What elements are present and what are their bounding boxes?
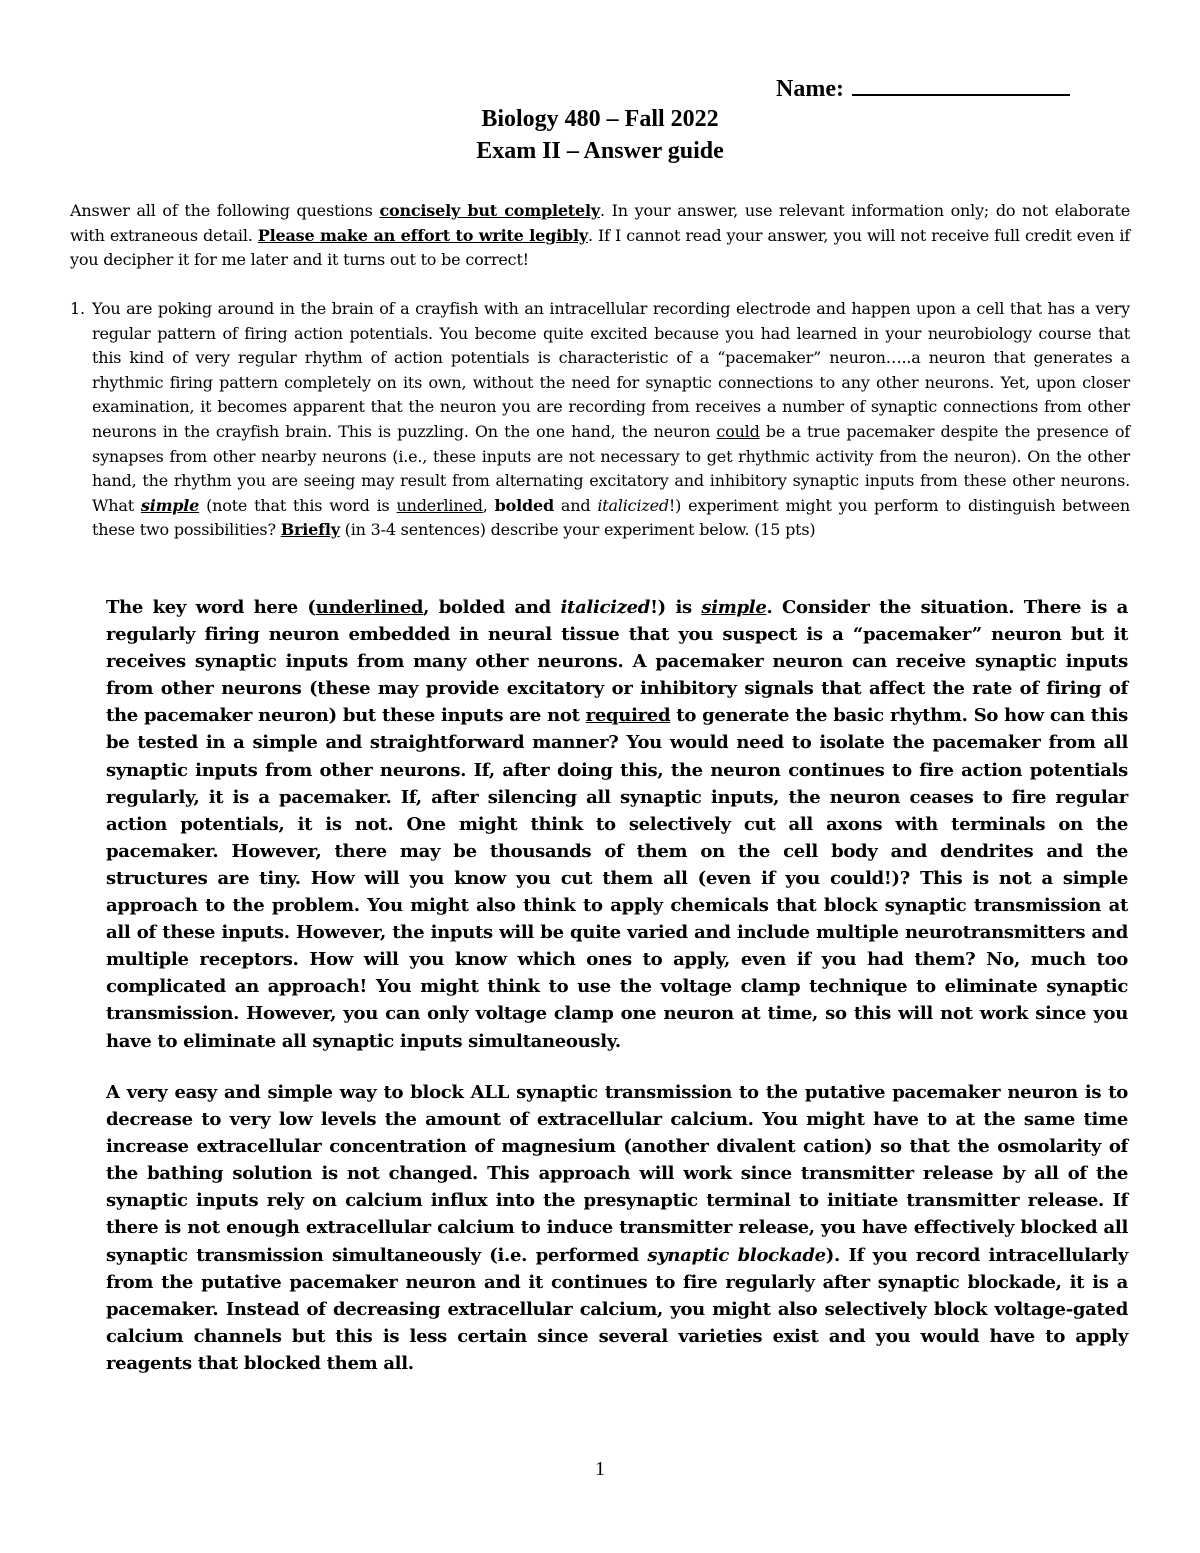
answer-word-italicized: italicized <box>560 597 651 618</box>
name-blank-line <box>852 74 1070 96</box>
answer-word-required: required <box>585 705 671 727</box>
instructions-emphasis-concise: concisely but completely <box>379 201 600 220</box>
answer-text-segment: to generate the basic rhythm. So how can this be tested in a simple and straightforward manner? You would need to isolate the pacemaker from all synaptic inputs from other neurons. If, after doing this, the neuron continues to fire action potentials regularly, it is a pacemaker. If, after silencing all synaptic inputs, the neuron ceases to fire regular action potentials, it is not. One might think to selectively cut all axons with terminals on the pacemaker. However, there may be thousands of them on the cell body and dendrites and the structures are tiny. How will you know you cut them all (even if you could!)? This is not a simple approach to the problem. You might also think to apply chemicals that block synaptic transmission at all of these inputs. However, the inputs will be quite varied and include multiple neurotransmitters and multiple receptors. How will you know which ones to apply, even if you had them? No, much too complicated an approach! You might think to use the voltage clamp technique to eliminate synaptic transmission. However, you can only voltage clamp one neuron at time, so this will not work since you have to eliminate all synaptic inputs simultaneously. <box>106 705 1128 1052</box>
answer-text-segment: A very easy and simple way to block ALL synaptic transmission to the putative pacemaker neuron is to decrease to very low levels the amount of extracellular calcium. You might have to at the same time increase extracellular concentration of magnesium (another divalent cation) so that the osmolarity of the bathing solution is not changed. This approach will work since transmitter release by all of the synaptic inputs rely on calcium influx into the presynaptic terminal to initiate transmitter release. If there is not enough extracellular calcium to induce transmitter release, you have effectively blocked all synaptic transmission simultaneously (i.e. performed <box>106 1082 1128 1266</box>
answer-term-synaptic-blockade: synaptic blockade <box>647 1244 826 1266</box>
question-1 <box>70 297 1130 543</box>
name-field <box>776 74 1070 103</box>
answer-text-segment: , bolded and <box>423 597 561 618</box>
name-label: Name: <box>776 76 844 102</box>
answer-text-segment: . Consider the situation. There is a regularly firing neuron embedded in neural tissue that you suspect is a “pacemaker” neuron but it receives synaptic inputs from many other neurons. A pacemaker neuron can receive synaptic inputs from other neurons (these may provide excitatory or inhibitory signals that affect the rate of firing of the pacemaker neuron) but these inputs are not <box>106 597 1128 727</box>
question-number: 1. <box>70 299 85 318</box>
instructions-text: Answer all of the following questions <box>70 201 380 220</box>
answer-text-segment: ). If you record intracellularly from the putative pacemaker neuron and it continues to fire regularly after synaptic blockade, it is a pacemaker. Instead of decreasing extracellular calcium, you might also selectively block voltage-gated calcium channels but this is less certain since several varieties exist and you would have to apply reagents that blocked them all. <box>106 1244 1128 1374</box>
answer-keyword-simple: simple <box>701 597 767 618</box>
instructions-emphasis-legibly: Please make an effort to write legibly <box>257 225 588 245</box>
question-text-segment: !) experiment might you perform to distinguish between these two possibilities? <box>92 495 1130 540</box>
instructions-text: . In your answer, use relevant information only; do not elaborate with extraneous detail. <box>70 201 1130 245</box>
instructions-text: . If I cannot read your answer, you will not receive full credit even if you decipher it for me later and it turns out to be correct! <box>70 225 1131 269</box>
question-text <box>92 297 1130 543</box>
course-title: Biology 480 – Fall 2022 <box>481 106 719 132</box>
instructions-paragraph <box>70 199 1130 273</box>
answer-text-segment: The key word here ( <box>106 597 316 618</box>
question-keyword-simple: simple <box>140 495 200 515</box>
page-number: 1 <box>595 1458 605 1480</box>
question-underlined-could: could <box>716 421 760 441</box>
question-text-segment: You are poking around in the brain of a crayfish with an intracellular recording electrode and happen upon a cell that has a very regular pattern of firing action potentials. You become quite excited because you had learned in your neurobiology course that this kind of very regular rhythm of action potentials is characteristic of a “pacemaker” neuron…..a neuron that generates a rhythmic firing pattern completely on its own, without the need for synaptic connections to any other neurons. Yet, upon closer examination, it becomes apparent that the neuron you are recording from receives a number of synaptic connections from other neurons in the crayfish brain. This is puzzling. On the one hand, the neuron <box>92 299 1130 441</box>
answer-paragraph-1 <box>106 594 1128 1055</box>
question-text-segment: (in 3-4 sentences) describe your experiment below. (15 pts) <box>339 520 816 540</box>
answer-text-segment: !) is <box>650 597 702 618</box>
question-text-segment: (note that this word is <box>199 495 397 515</box>
question-word-briefly: Briefly <box>280 520 340 540</box>
question-text-segment: , <box>482 495 495 515</box>
question-word-underlined: underlined <box>396 495 483 515</box>
question-text-segment: be a true pacemaker despite the presence of synapses from other nearby neurons (i.e., these inputs are not necessary to get rhythmic activity from the neuron). On the other hand, the rhythm you are seeing may result from alternating excitatory and inhibitory synaptic inputs from these other neurons. What <box>92 421 1130 515</box>
exam-title: Exam II – Answer guide <box>476 138 724 164</box>
question-word-italicized: italicized <box>597 495 669 515</box>
answer-paragraph-2 <box>106 1079 1128 1377</box>
answer-word-underlined: underlined <box>315 597 424 618</box>
question-word-bolded: bolded <box>494 495 554 515</box>
question-text-segment: and <box>553 495 598 515</box>
